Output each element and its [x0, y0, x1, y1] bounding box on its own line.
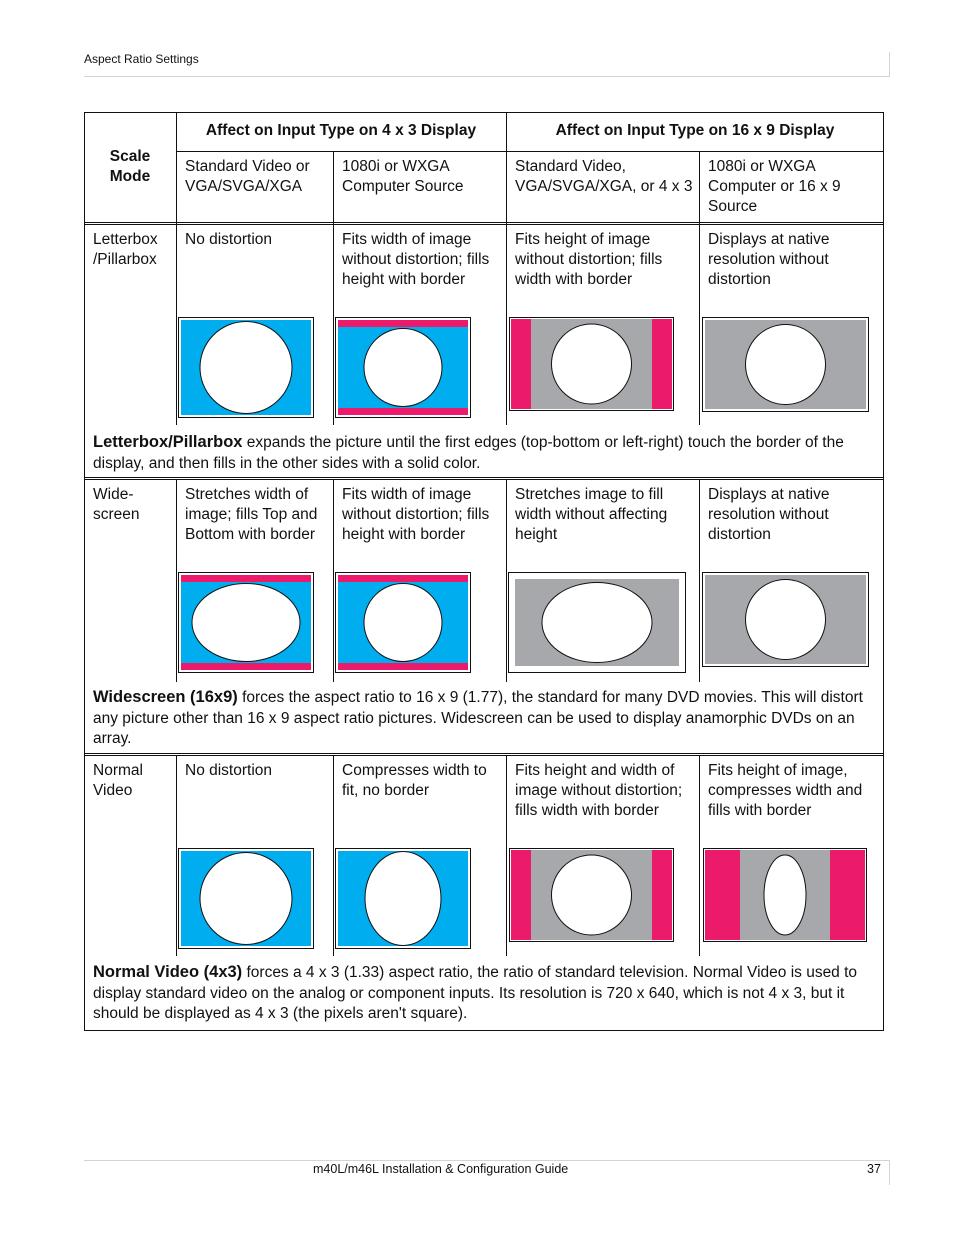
col-line-b [333, 480, 334, 682]
running-header: Aspect Ratio Settings [84, 52, 199, 66]
gray-pillarbox-circle-icon [509, 317, 674, 411]
caption-title: Widescreen (16x9) [93, 688, 238, 706]
footer-guide-title: m40L/m46L Installation & Configuration Guide [313, 1162, 569, 1176]
column-header-standard-16x9: Standard Video, VGA/SVGA/XGA, or 4 x 3 [515, 158, 693, 195]
cell-text: Compresses width to fit, no border [342, 762, 487, 799]
col-line-d [699, 756, 700, 956]
group-header-16x9: Affect on Input Type on 16 x 9 Display [555, 122, 835, 139]
footer-rule-vertical [889, 1160, 890, 1185]
gray-native-circle-icon [702, 317, 869, 412]
header-rule-vertical [889, 52, 890, 77]
gray-native-circle-icon [702, 572, 869, 667]
widescreen-description [93, 687, 875, 750]
row-divider-2 [84, 753, 884, 756]
col-line-c [506, 480, 507, 682]
cell-text: Fits height and width of image without distortion; fills width with border [515, 762, 683, 819]
cell-text: Stretches width of image; fills Top and Bottom with border [185, 486, 318, 543]
cell-text: Displays at native resolution without distortion [708, 231, 830, 288]
cell-text: Fits width of image without distortion; fills height with border [342, 486, 490, 543]
caption-body: forces a 4 x 3 (1.33) aspect ratio, the ratio of standard television. Normal Video is used to display standard video on the analog or component inputs. Its resolution is 720 x 640, which is not 4 x 3, but it should be displayed as 4 x 3 (the pixels aren't square). [93, 964, 858, 1022]
gray-pillarbox-circle-icon [509, 848, 674, 942]
page-number: 37 [867, 1162, 881, 1176]
cell-text: Stretches image to fill width without affecting height [515, 486, 668, 543]
normal-video-description [93, 962, 875, 1025]
col-line-d [699, 480, 700, 682]
cell-text: Fits width of image without distortion; fills height with border [342, 231, 490, 288]
col-line-a [176, 112, 177, 425]
col-line-d [699, 151, 700, 425]
cell-text: No distortion [185, 231, 273, 248]
letterbox-description [93, 432, 875, 474]
header-bottom-rule [84, 222, 884, 225]
blue-letterbox-ellipse-icon [178, 572, 314, 673]
mode-widescreen: Wide-screen [93, 486, 140, 523]
blue-letterbox-circle-icon [335, 572, 471, 673]
blue-full-circle-icon [178, 848, 314, 949]
gray-stretched-ellipse-icon [508, 572, 686, 673]
cell-text: Fits height of image, compresses width and fills with border [708, 762, 863, 819]
scale-mode-header: Scale Mode [109, 148, 151, 185]
gray-pillarbox-ellipse-icon [703, 848, 867, 942]
header-divider [176, 151, 884, 152]
col-line-a [176, 480, 177, 682]
column-header-wxga-16x9: 1080i or WXGA Computer or 16 x 9 Source [708, 158, 841, 215]
group-header-4x3: Affect on Input Type on 4 x 3 Display [205, 122, 477, 139]
footer-rule [84, 1160, 890, 1161]
col-line-b [333, 151, 334, 425]
col-line-a [176, 756, 177, 956]
column-header-standard-4x3: Standard Video or VGA/SVGA/XGA [185, 158, 310, 195]
cell-text: Displays at native resolution without distortion [708, 486, 830, 543]
caption-body: forces the aspect ratio to 16 x 9 (1.77), the standard for many DVD movies. This will distort any picture other than 16 x 9 aspect ratio pictures. Widescreen can be used to display anamorphic DVDs on an array. [93, 689, 863, 747]
cell-text: Fits height of image without distortion; fills width with border [515, 231, 663, 288]
mode-letterbox: Letterbox /Pillarbox [93, 231, 158, 268]
blue-full-circle-icon [178, 317, 314, 418]
caption-title: Normal Video (4x3) [93, 963, 243, 981]
caption-title: Letterbox/Pillarbox [93, 433, 243, 451]
col-line-c [506, 112, 507, 425]
col-line-c [506, 756, 507, 956]
blue-letterbox-circle-icon [335, 317, 471, 418]
blue-compressed-ellipse-icon [335, 848, 471, 949]
mode-normal-video: Normal Video [93, 762, 143, 799]
col-line-b [333, 756, 334, 956]
caption-body: expands the picture until the first edges (top-bottom or left-right) touch the border of the display, and then fills in the other sides with a solid color. [93, 434, 844, 472]
column-header-wxga-4x3: 1080i or WXGA Computer Source [342, 158, 464, 195]
cell-text: No distortion [185, 762, 273, 779]
row-divider-1 [84, 477, 884, 480]
header-rule [84, 76, 890, 77]
